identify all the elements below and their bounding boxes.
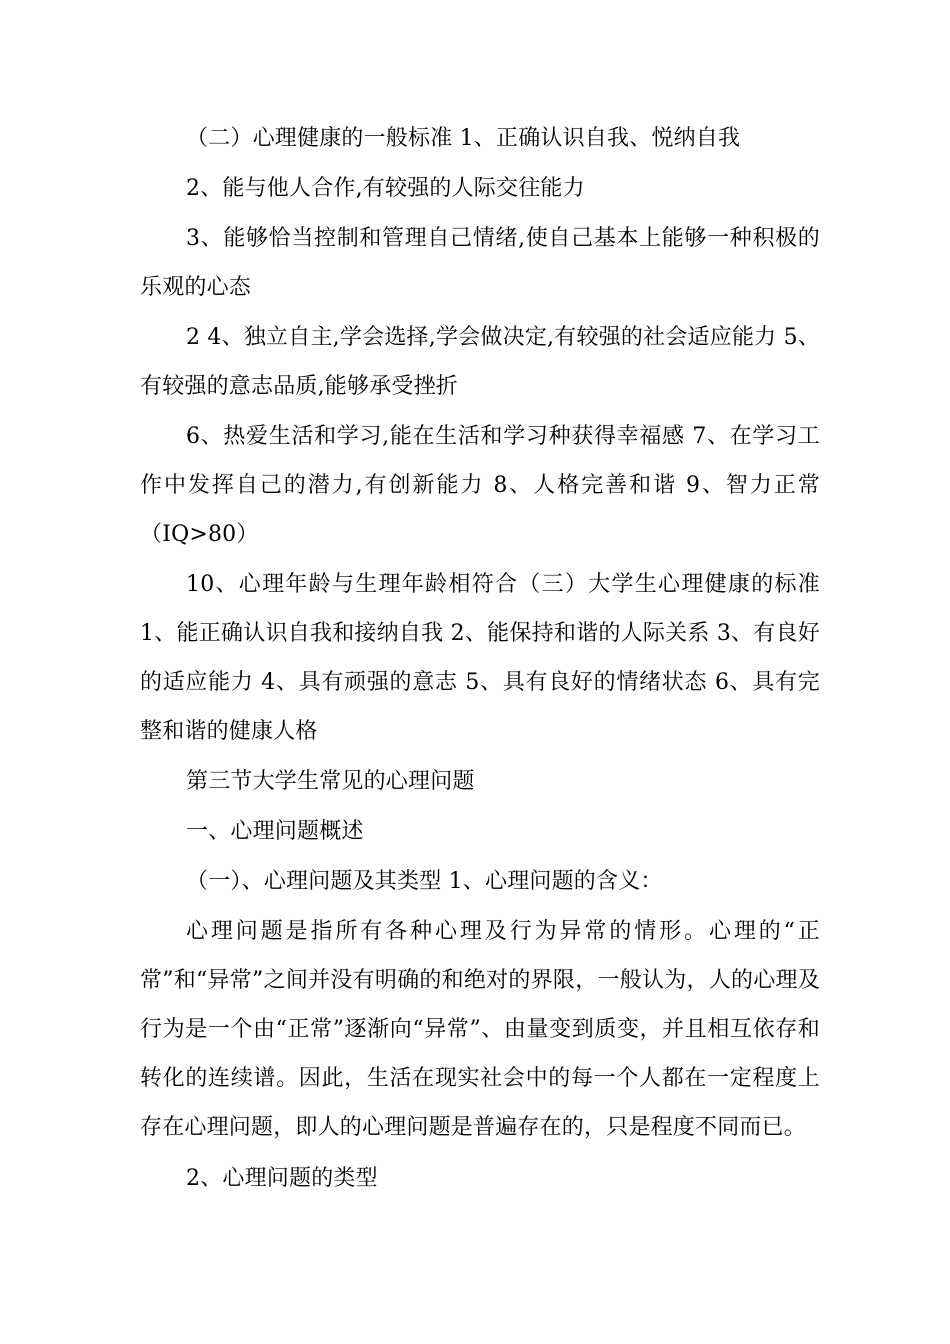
paragraph-problem-definition: 心理问题是指所有各种心理及行为异常的情形。心理的“正常”和“异常”之间并没有明确的和绝对的界限，一般认为，人的心理及行为是一个由“正常”逐渐向“异常”、由量变到质变，并且相互依存和转化的连续谱。因此，生活在现实社会中的每一个人都在一定程度上存在心理问题，即人的心理问题是普遍存在的，只是程度不同而已。 xyxy=(140,919,820,1140)
paragraph-emotion-control: 3、能够恰当控制和管理自己情绪,使自己基本上能够一种积极的乐观的心态 xyxy=(140,226,820,300)
paragraph-love-of-life: 6、热爱生活和学习,能在生活和学习种获得幸福感 7、在学习工作中发挥自己的潜力,有创新能力 8、人格完善和谐 9、智力正常（IQ>80） xyxy=(140,424,820,547)
subsection-title: 一、心理问题概述 xyxy=(186,819,364,844)
section-title: 第三节大学生常见的心理问题 xyxy=(186,769,475,794)
paragraph-problem-types: 2、心理问题的类型 xyxy=(186,1166,378,1191)
paragraph-college-standard: 10、心理年龄与生理年龄相符合（三）大学生心理健康的标准 1、能正确认识自我和接纳自我 2、能保持和谐的人际关系 3、有良好的适应能力 4、具有顽强的意志 5、具有良好的情绪状态 6、具有完整和谐的健康人格 xyxy=(140,572,820,744)
paragraph-problem-types-heading: （一）、心理问题及其类型 1、心理问题的含义： xyxy=(186,869,663,894)
paragraph-cooperation: 2、能与他人合作,有较强的人际交往能力 xyxy=(186,176,585,201)
paragraph-independence: 2 4、独立自主,学会选择,学会做决定,有较强的社会适应能力 5、有较强的意志品质,能够承受挫折 xyxy=(140,325,820,399)
paragraph-general-standard-heading: （二）心理健康的一般标准 1、正确认识自我、悦纳自我 xyxy=(186,126,741,151)
document-body xyxy=(140,114,820,1204)
